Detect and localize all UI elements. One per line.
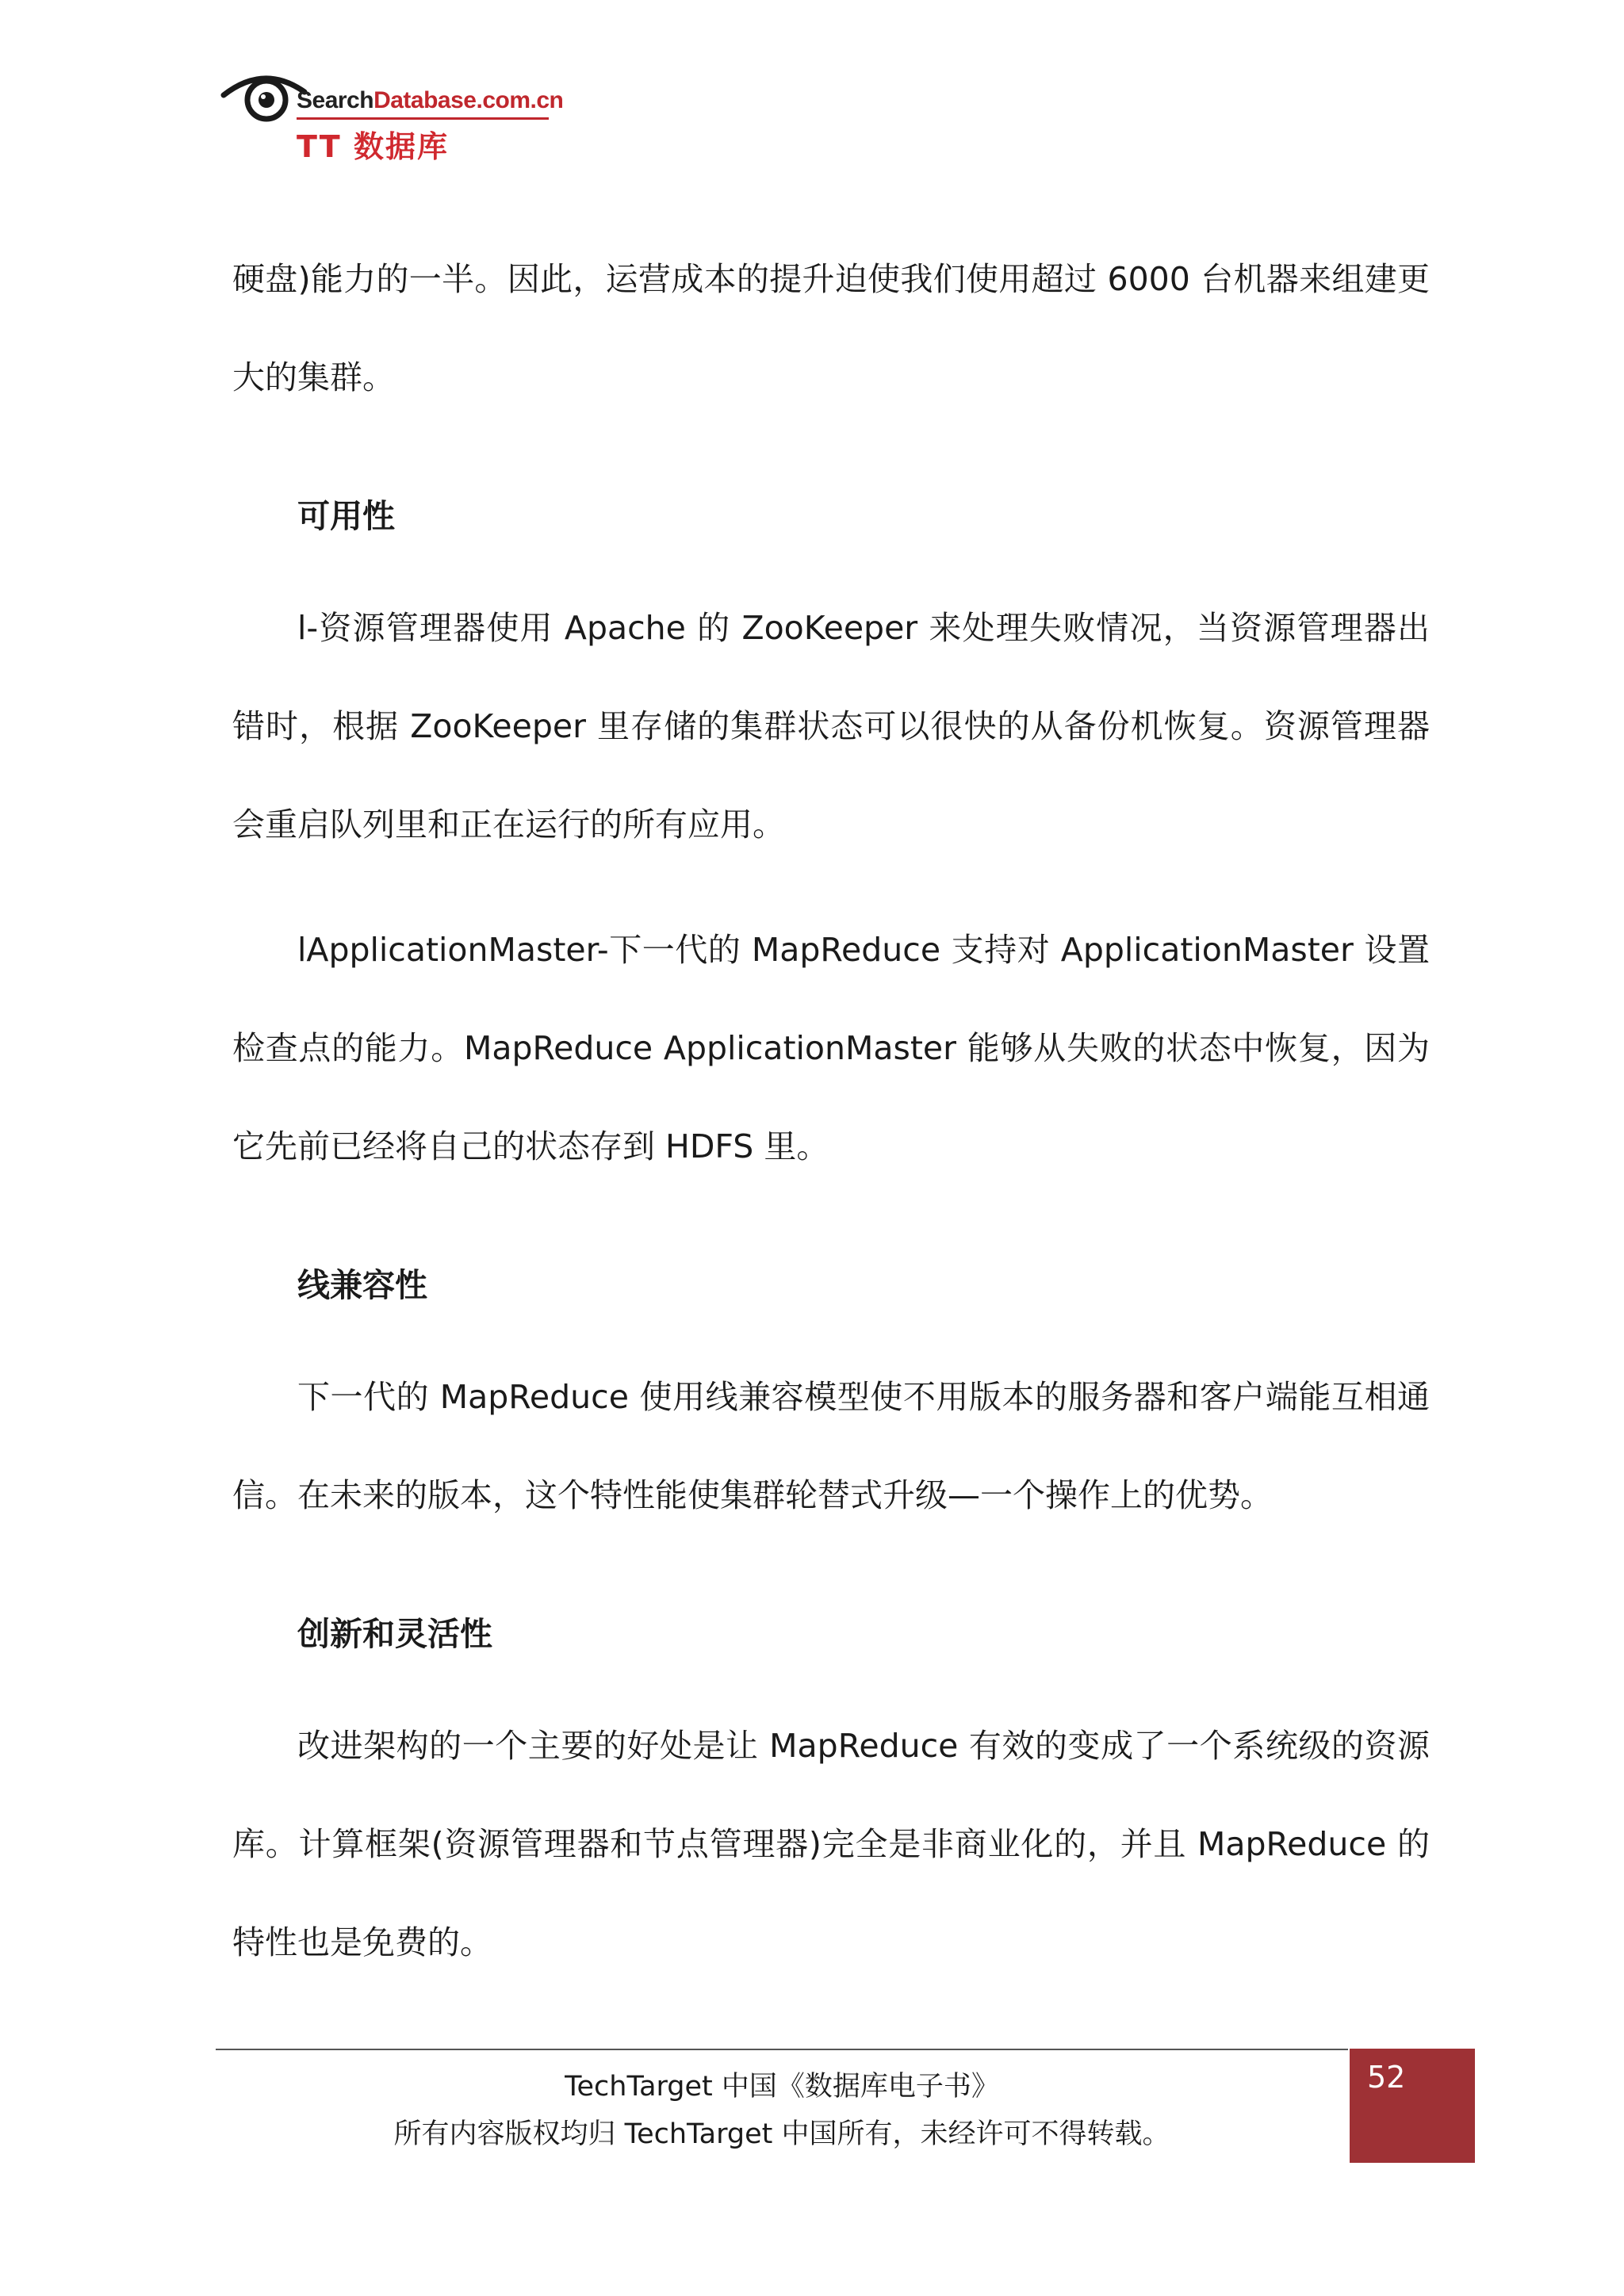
logo-brand: TT 数据库 [297, 129, 449, 164]
paragraph-availability-resource-manager: l-资源管理器使用 Apache 的 ZooKeeper 来处理失败情况，当资源管理器出错时，根据 ZooKeeper 里存储的集群状态可以很快的从备份机恢复。资源管理器会重启队列里和正在运行的所有应用。 [232, 609, 1430, 844]
logo-underline [297, 117, 549, 120]
footer-divider [216, 2049, 1348, 2050]
paragraph-intro: 硬盘)能力的一半。因此，运营成本的提升迫使我们使用超过 6000 台机器来组建更大的集群。 [232, 260, 1430, 396]
paragraph-wire-compatibility: 下一代的 MapReduce 使用线兼容模型使不用版本的服务器和客户端能互相通信。在未来的版本，这个特性能使集群轮替式升级—一个操作上的优势。 [232, 1378, 1430, 1514]
heading-availability: 可用性 [297, 497, 395, 535]
eye-logo-icon [220, 68, 308, 124]
page-number: 52 [1367, 2060, 1406, 2095]
site-logo [220, 68, 564, 164]
page-number-box [1350, 2049, 1475, 2163]
footer-copyright: 所有内容版权均归 TechTarget 中国所有，未经许可不得转载。 [393, 2118, 1170, 2150]
page-content [232, 230, 1430, 1992]
paragraph-availability-application-master: lApplicationMaster-下一代的 MapReduce 支持对 ApplicationMaster 设置检查点的能力。MapReduce ApplicationMaster 能够从失败的状态中恢复，因为它先前已经将自己的状态存到 HDFS 里。 [232, 931, 1430, 1165]
logo-site-name: SearchDatabase.com.cn [297, 87, 564, 113]
paragraph-innovation: 改进架构的一个主要的好处是让 MapReduce 有效的变成了一个系统级的资源库。计算框架(资源管理器和节点管理器)完全是非商业化的，并且 MapReduce 的特性也是免费的。 [232, 1727, 1430, 1961]
heading-wire-compatibility: 线兼容性 [297, 1266, 427, 1304]
footer-title: TechTarget 中国《数据库电子书》 [565, 2071, 999, 2103]
heading-innovation: 创新和灵活性 [297, 1615, 492, 1653]
